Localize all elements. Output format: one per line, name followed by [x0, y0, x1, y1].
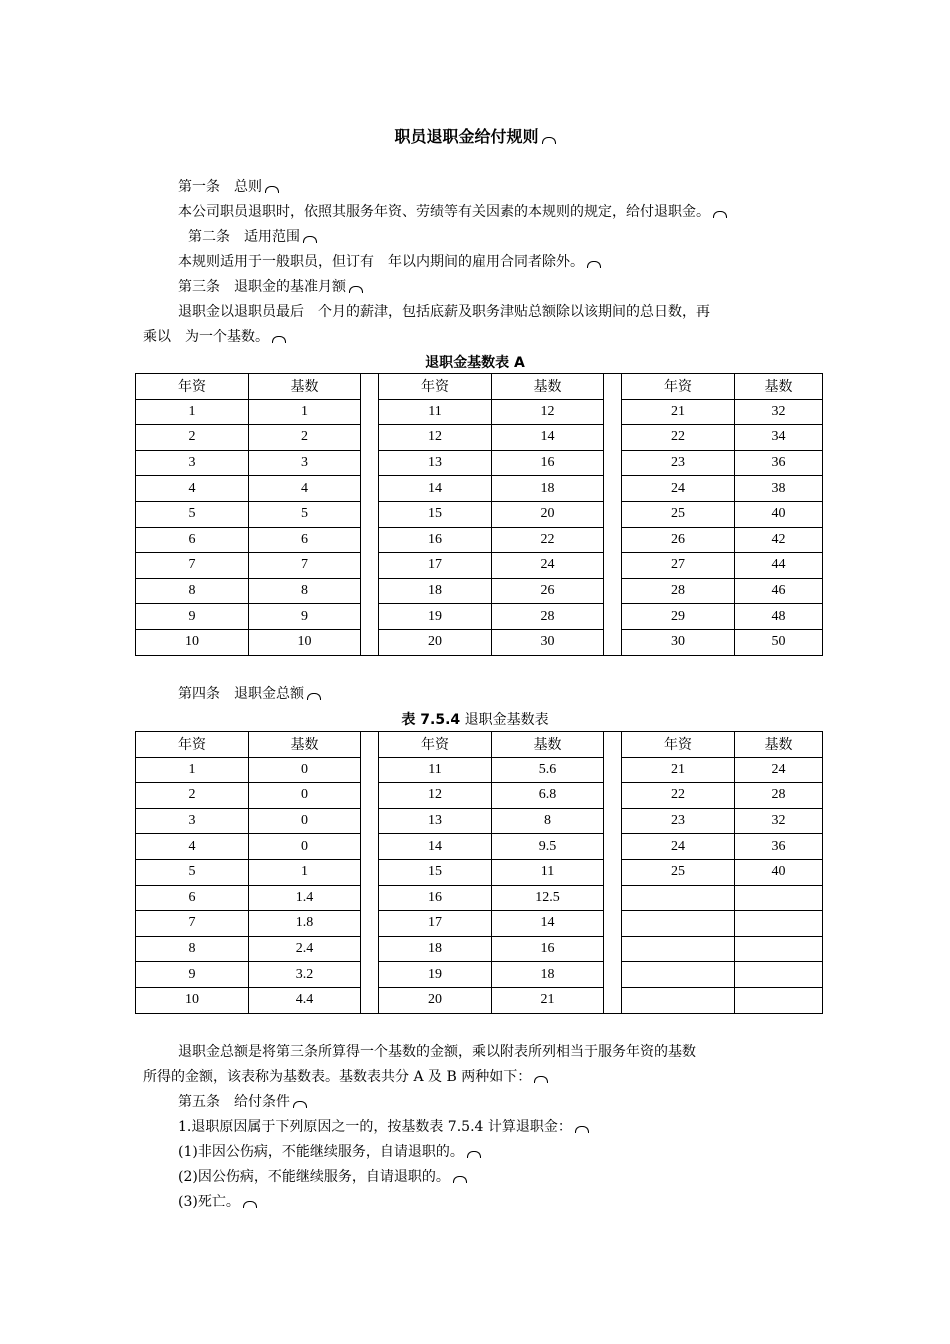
table-gap-cell [604, 987, 622, 1013]
table-cell: 24 [622, 834, 735, 860]
section-5-item-1-1: (1)非因公伤病，不能继续服务，自请退职的。 [178, 1142, 481, 1162]
table-cell: 18 [492, 476, 604, 502]
table-cell: 16 [492, 936, 604, 962]
table-gap-cell [604, 476, 622, 502]
table-cell [622, 962, 735, 988]
table-gap-cell [361, 834, 379, 860]
table-row [136, 911, 823, 937]
table-cell: 36 [735, 450, 823, 476]
table-cell: 2 [136, 783, 249, 809]
table-cell: 14 [492, 425, 604, 451]
paragraph-mark-icon [303, 236, 317, 243]
table-cell: 50 [735, 629, 823, 655]
table-row [136, 757, 823, 783]
paragraph-mark-icon [272, 336, 286, 343]
table-cell [735, 885, 823, 911]
table-gap-cell [361, 987, 379, 1013]
table-cell: 0 [249, 808, 361, 834]
paragraph-mark-icon [587, 261, 601, 268]
paragraph-mark-icon [713, 211, 727, 218]
table-cell: 27 [622, 553, 735, 579]
table-row [136, 808, 823, 834]
table-gap-cell [604, 834, 622, 860]
section-1-body: 本公司职员退职时，依照其服务年资、劳绩等有关因素的本规则的规定，给付退职金。 [178, 202, 727, 222]
table-cell: 12 [492, 399, 604, 425]
table-header-cell: 年资 [136, 732, 249, 758]
section-3-heading: 第三条 退职金的基准月额 [178, 277, 363, 297]
table-cell: 24 [735, 757, 823, 783]
table-cell: 5.6 [492, 757, 604, 783]
table-cell: 38 [735, 476, 823, 502]
section-5-item-1: 1.退职原因属于下列原因之一的，按基数表 7.5.4 计算退职金： [178, 1117, 589, 1137]
table-gap-cell [604, 527, 622, 553]
table-cell: 20 [492, 501, 604, 527]
table-cell: 15 [379, 501, 492, 527]
paragraph-mark-icon [534, 1076, 548, 1083]
table-cell: 21 [622, 757, 735, 783]
table-row [136, 859, 823, 885]
table-cell: 25 [622, 501, 735, 527]
table-gap-cell [361, 783, 379, 809]
table-cell: 26 [492, 578, 604, 604]
paragraph-mark-icon [293, 1101, 307, 1108]
section-2-heading: 第二条 适用范围 [188, 227, 317, 247]
table-cell: 1 [136, 757, 249, 783]
table-cell: 6 [136, 885, 249, 911]
table-gap-cell [604, 450, 622, 476]
section-4-body-line1: 退职金总额是将第三条所算得一个基数的金额，乘以附表所列相当于服务年资的基数 [178, 1044, 696, 1060]
section-3-body-line1: 退职金以退职员最后 个月的薪津，包括底薪及职务津贴总额除以该期间的总日数，再 [178, 304, 710, 320]
table-cell: 22 [622, 783, 735, 809]
table-row [136, 501, 823, 527]
table-cell: 9 [249, 604, 361, 630]
table-cell: 12 [379, 425, 492, 451]
table-gap-cell [361, 859, 379, 885]
table-cell: 6.8 [492, 783, 604, 809]
table-gap-cell [604, 425, 622, 451]
table-cell: 1.8 [249, 911, 361, 937]
table-cell: 24 [492, 553, 604, 579]
table-cell: 1.4 [249, 885, 361, 911]
table-row [136, 885, 823, 911]
table-cell: 30 [492, 629, 604, 655]
section-5-item-1-2: (2)因公伤病，不能继续服务，自请退职的。 [178, 1167, 467, 1187]
table-cell: 40 [735, 501, 823, 527]
table-gap-cell [604, 374, 622, 400]
table-cell: 3 [136, 808, 249, 834]
table-gap-cell [361, 450, 379, 476]
table-row [136, 578, 823, 604]
table-cell: 32 [735, 399, 823, 425]
table-cell: 1 [136, 399, 249, 425]
table-a [135, 373, 823, 656]
table-cell: 12.5 [492, 885, 604, 911]
paragraph-mark-icon [243, 1201, 257, 1208]
table-cell: 9 [136, 962, 249, 988]
table-header-cell: 年资 [136, 374, 249, 400]
table-cell: 2 [249, 425, 361, 451]
table-cell: 17 [379, 911, 492, 937]
table-cell: 24 [622, 476, 735, 502]
table-gap-cell [361, 962, 379, 988]
table-gap-cell [361, 808, 379, 834]
table-gap-cell [604, 732, 622, 758]
table-cell: 23 [622, 450, 735, 476]
table-row [136, 962, 823, 988]
paragraph-mark-icon [307, 693, 321, 700]
table-cell: 8 [492, 808, 604, 834]
table-cell [622, 987, 735, 1013]
table-cell: 4.4 [249, 987, 361, 1013]
table-header-row [136, 732, 823, 758]
table-cell: 28 [735, 783, 823, 809]
table-cell: 14 [379, 834, 492, 860]
table-cell: 3 [249, 450, 361, 476]
table-cell: 40 [735, 859, 823, 885]
table-header-cell: 基数 [492, 732, 604, 758]
table-gap-cell [361, 578, 379, 604]
table-cell: 25 [622, 859, 735, 885]
table-cell: 26 [622, 527, 735, 553]
table-cell: 0 [249, 757, 361, 783]
table-gap-cell [361, 476, 379, 502]
table-cell: 10 [136, 629, 249, 655]
table-cell: 28 [622, 578, 735, 604]
paragraph-mark-icon [349, 286, 363, 293]
table-b-caption: 表 7.5.4 退职金基数表 [401, 712, 549, 728]
table-gap-cell [604, 936, 622, 962]
section-3-body-line2: 乘以 为一个基数。 [143, 327, 286, 347]
table-cell: 22 [492, 527, 604, 553]
table-cell: 19 [379, 962, 492, 988]
table-cell: 19 [379, 604, 492, 630]
table-cell: 18 [379, 936, 492, 962]
table-cell [735, 962, 823, 988]
table-cell: 36 [735, 834, 823, 860]
table-row [136, 553, 823, 579]
table-cell: 0 [249, 783, 361, 809]
table-header-cell: 年资 [622, 732, 735, 758]
table-row [136, 987, 823, 1013]
table-cell [735, 987, 823, 1013]
table-cell: 10 [249, 629, 361, 655]
table-cell: 11 [492, 859, 604, 885]
table-cell: 21 [622, 399, 735, 425]
table-cell: 2 [136, 425, 249, 451]
table-gap-cell [604, 629, 622, 655]
section-4-body-line2: 所得的金额，该表称为基数表。基数表共分 A 及 B 两种如下： [143, 1067, 548, 1087]
table-cell: 2.4 [249, 936, 361, 962]
table-cell: 13 [379, 808, 492, 834]
paragraph-mark-icon [265, 186, 279, 193]
table-cell: 7 [136, 911, 249, 937]
table-cell: 4 [136, 834, 249, 860]
section-5-heading: 第五条 给付条件 [178, 1092, 307, 1112]
table-row [136, 399, 823, 425]
table-header-cell: 年资 [622, 374, 735, 400]
table-header-cell: 基数 [735, 732, 823, 758]
page-title: 职员退职金给付规则 [0, 124, 950, 147]
table-cell: 11 [379, 757, 492, 783]
table-gap-cell [361, 425, 379, 451]
table-gap-cell [361, 553, 379, 579]
table-cell: 9 [136, 604, 249, 630]
table-gap-cell [361, 757, 379, 783]
table-gap-cell [604, 859, 622, 885]
table-gap-cell [604, 757, 622, 783]
table-gap-cell [361, 501, 379, 527]
table-gap-cell [361, 527, 379, 553]
table-cell [735, 936, 823, 962]
table-header-cell: 基数 [492, 374, 604, 400]
table-cell: 15 [379, 859, 492, 885]
table-cell: 1 [249, 859, 361, 885]
table-cell: 3.2 [249, 962, 361, 988]
table-row [136, 834, 823, 860]
table-cell: 3 [136, 450, 249, 476]
paragraph-mark-icon [453, 1176, 467, 1183]
table-b [135, 731, 823, 1014]
table-gap-cell [604, 911, 622, 937]
table-gap-cell [604, 553, 622, 579]
table-gap-cell [361, 911, 379, 937]
table-cell: 4 [136, 476, 249, 502]
table-gap-cell [604, 962, 622, 988]
table-cell: 5 [136, 859, 249, 885]
table-row [136, 450, 823, 476]
table-cell: 30 [622, 629, 735, 655]
table-row [136, 936, 823, 962]
table-cell: 18 [379, 578, 492, 604]
table-cell: 29 [622, 604, 735, 630]
table-header-row [136, 374, 823, 400]
paragraph-mark-icon [467, 1151, 481, 1158]
table-cell: 20 [379, 629, 492, 655]
table-row [136, 783, 823, 809]
table-gap-cell [604, 783, 622, 809]
section-5-item-1-3: (3)死亡。 [178, 1192, 257, 1212]
paragraph-mark-icon [575, 1126, 589, 1133]
table-row [136, 476, 823, 502]
table-cell: 20 [379, 987, 492, 1013]
table-gap-cell [604, 604, 622, 630]
table-cell: 7 [136, 553, 249, 579]
table-cell: 32 [735, 808, 823, 834]
table-cell: 16 [492, 450, 604, 476]
table-header-cell: 年资 [379, 732, 492, 758]
table-cell: 1 [249, 399, 361, 425]
table-cell: 6 [249, 527, 361, 553]
table-cell: 18 [492, 962, 604, 988]
table-cell: 6 [136, 527, 249, 553]
table-cell: 21 [492, 987, 604, 1013]
table-cell: 46 [735, 578, 823, 604]
table-cell: 4 [249, 476, 361, 502]
table-cell: 14 [379, 476, 492, 502]
table-gap-cell [604, 399, 622, 425]
table-cell: 14 [492, 911, 604, 937]
table-gap-cell [604, 501, 622, 527]
table-cell: 5 [249, 501, 361, 527]
table-gap-cell [361, 885, 379, 911]
table-row [136, 604, 823, 630]
table-header-cell: 基数 [249, 374, 361, 400]
table-cell: 22 [622, 425, 735, 451]
table-cell [622, 885, 735, 911]
table-gap-cell [604, 885, 622, 911]
table-a-caption: 退职金基数表 A [425, 355, 525, 371]
table-cell: 23 [622, 808, 735, 834]
table-gap-cell [604, 808, 622, 834]
table-cell: 17 [379, 553, 492, 579]
table-cell: 11 [379, 399, 492, 425]
table-cell: 5 [136, 501, 249, 527]
table-cell [735, 911, 823, 937]
table-cell: 13 [379, 450, 492, 476]
table-row [136, 425, 823, 451]
table-cell: 9.5 [492, 834, 604, 860]
table-cell: 12 [379, 783, 492, 809]
table-cell: 16 [379, 527, 492, 553]
section-1-heading: 第一条 总则 [178, 177, 279, 197]
table-cell: 8 [249, 578, 361, 604]
table-cell: 16 [379, 885, 492, 911]
paragraph-mark-icon [542, 137, 556, 144]
table-gap-cell [361, 732, 379, 758]
table-cell: 8 [136, 578, 249, 604]
table-gap-cell [361, 936, 379, 962]
table-cell: 10 [136, 987, 249, 1013]
table-gap-cell [361, 629, 379, 655]
table-cell: 7 [249, 553, 361, 579]
table-row [136, 629, 823, 655]
table-gap-cell [604, 578, 622, 604]
table-cell: 28 [492, 604, 604, 630]
section-2-body: 本规则适用于一般职员，但订有 年以内期间的雇用合同者除外。 [178, 252, 601, 272]
table-cell: 34 [735, 425, 823, 451]
table-cell: 42 [735, 527, 823, 553]
table-cell: 44 [735, 553, 823, 579]
table-header-cell: 基数 [249, 732, 361, 758]
table-row [136, 527, 823, 553]
table-gap-cell [361, 399, 379, 425]
table-cell: 8 [136, 936, 249, 962]
table-gap-cell [361, 374, 379, 400]
table-cell [622, 911, 735, 937]
table-header-cell: 基数 [735, 374, 823, 400]
section-4-heading: 第四条 退职金总额 [178, 684, 321, 704]
table-cell [622, 936, 735, 962]
table-cell: 48 [735, 604, 823, 630]
table-cell: 0 [249, 834, 361, 860]
table-header-cell: 年资 [379, 374, 492, 400]
table-gap-cell [361, 604, 379, 630]
